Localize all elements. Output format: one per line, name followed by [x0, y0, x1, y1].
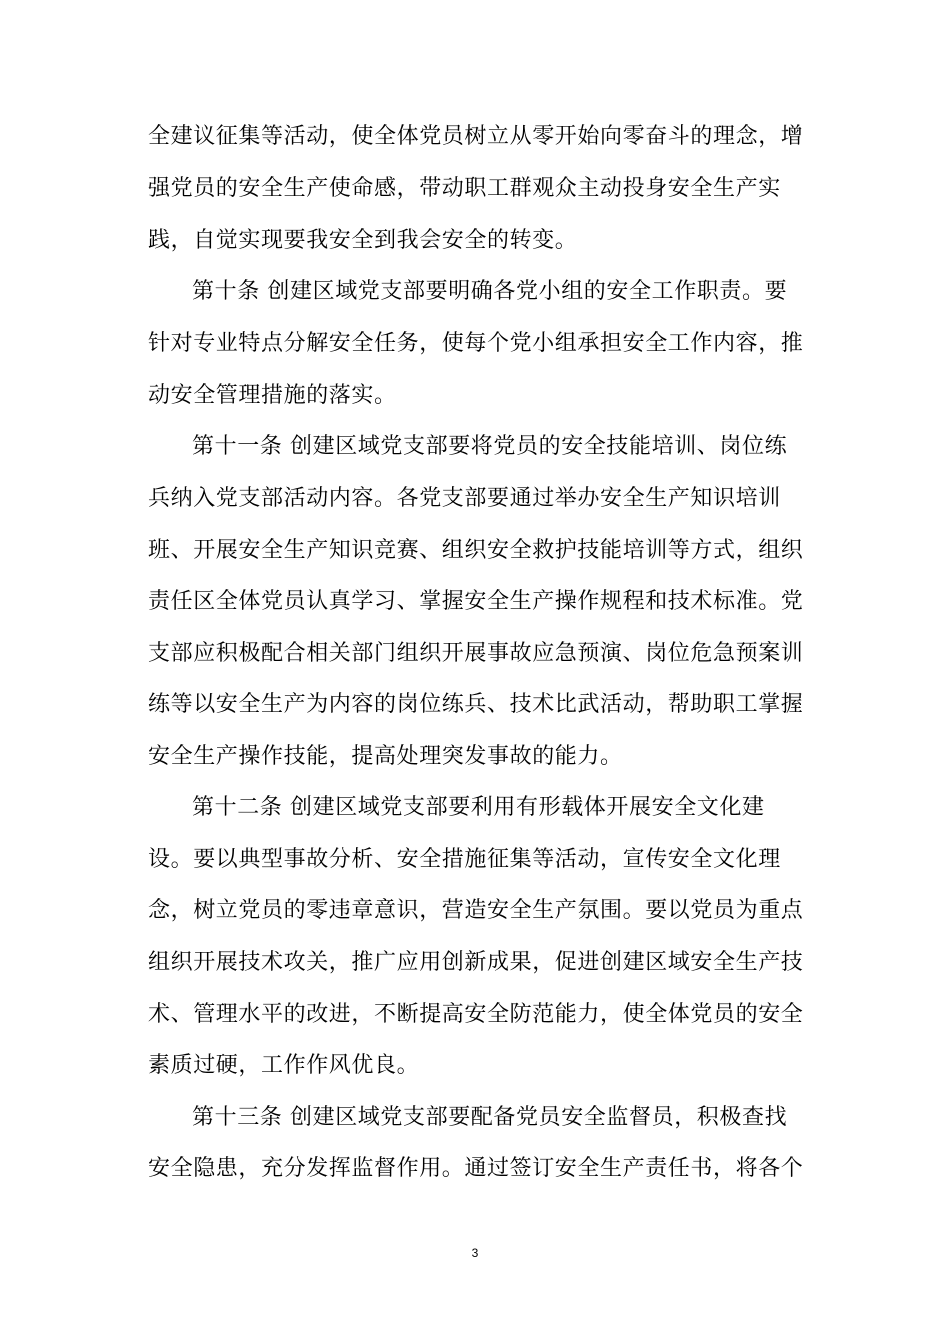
- text-line: 第十三条 创建区域党支部要配备党员安全监督员，积极查找: [192, 1105, 788, 1130]
- text-line: 第十二条 创建区域党支部要利用有形载体开展安全文化建: [192, 795, 765, 820]
- text-line: 强党员的安全生产使命感，带动职工群观众主动投身安全生产实: [148, 176, 781, 201]
- text-line: 安全隐患，充分发挥监督作用。通过签订安全生产责任书，将各个: [148, 1156, 804, 1181]
- text-line: 全建议征集等活动，使全体党员树立从零开始向零奋斗的理念，增: [148, 124, 804, 149]
- text-line: 责任区全体党员认真学习、掌握安全生产操作规程和技术标准。党: [148, 589, 804, 614]
- text-line: 第十一条 创建区域党支部要将党员的安全技能培训、岗位练: [192, 434, 788, 459]
- text-line: 班、开展安全生产知识竞赛、组织安全救护技能培训等方式，组织: [148, 538, 804, 563]
- text-line: 兵纳入党支部活动内容。各党支部要通过举办安全生产知识培训: [148, 486, 781, 511]
- text-line: 针对专业特点分解安全任务，使每个党小组承担安全工作内容，推: [148, 331, 804, 356]
- text-line: 设。要以典型事故分析、安全措施征集等活动，宣传安全文化理: [148, 847, 781, 872]
- page-number: 3: [471, 1246, 479, 1260]
- text-line: 组织开展技术攻关，推广应用创新成果，促进创建区域安全生产技: [148, 950, 804, 975]
- text-line: 安全生产操作技能，提高处理突发事故的能力。: [148, 744, 623, 769]
- text-line: 践，自觉实现要我安全到我会安全的转变。: [148, 228, 578, 253]
- text-line: 练等以安全生产为内容的岗位练兵、技术比武活动，帮助职工掌握: [148, 692, 804, 717]
- text-line: 念，树立党员的零违章意识，营造安全生产氛围。要以党员为重点: [148, 898, 804, 923]
- text-line: 第十条 创建区域党支部要明确各党小组的安全工作职责。要: [192, 279, 788, 304]
- text-line: 术、管理水平的改进，不断提高安全防范能力，使全体党员的安全: [148, 1002, 804, 1027]
- text-line: 动安全管理措施的落实。: [148, 383, 397, 408]
- text-line: 支部应积极配合相关部门组织开展事故应急预演、岗位危急预案训: [148, 641, 804, 666]
- text-line: 素质过硬，工作作风优良。: [148, 1053, 420, 1078]
